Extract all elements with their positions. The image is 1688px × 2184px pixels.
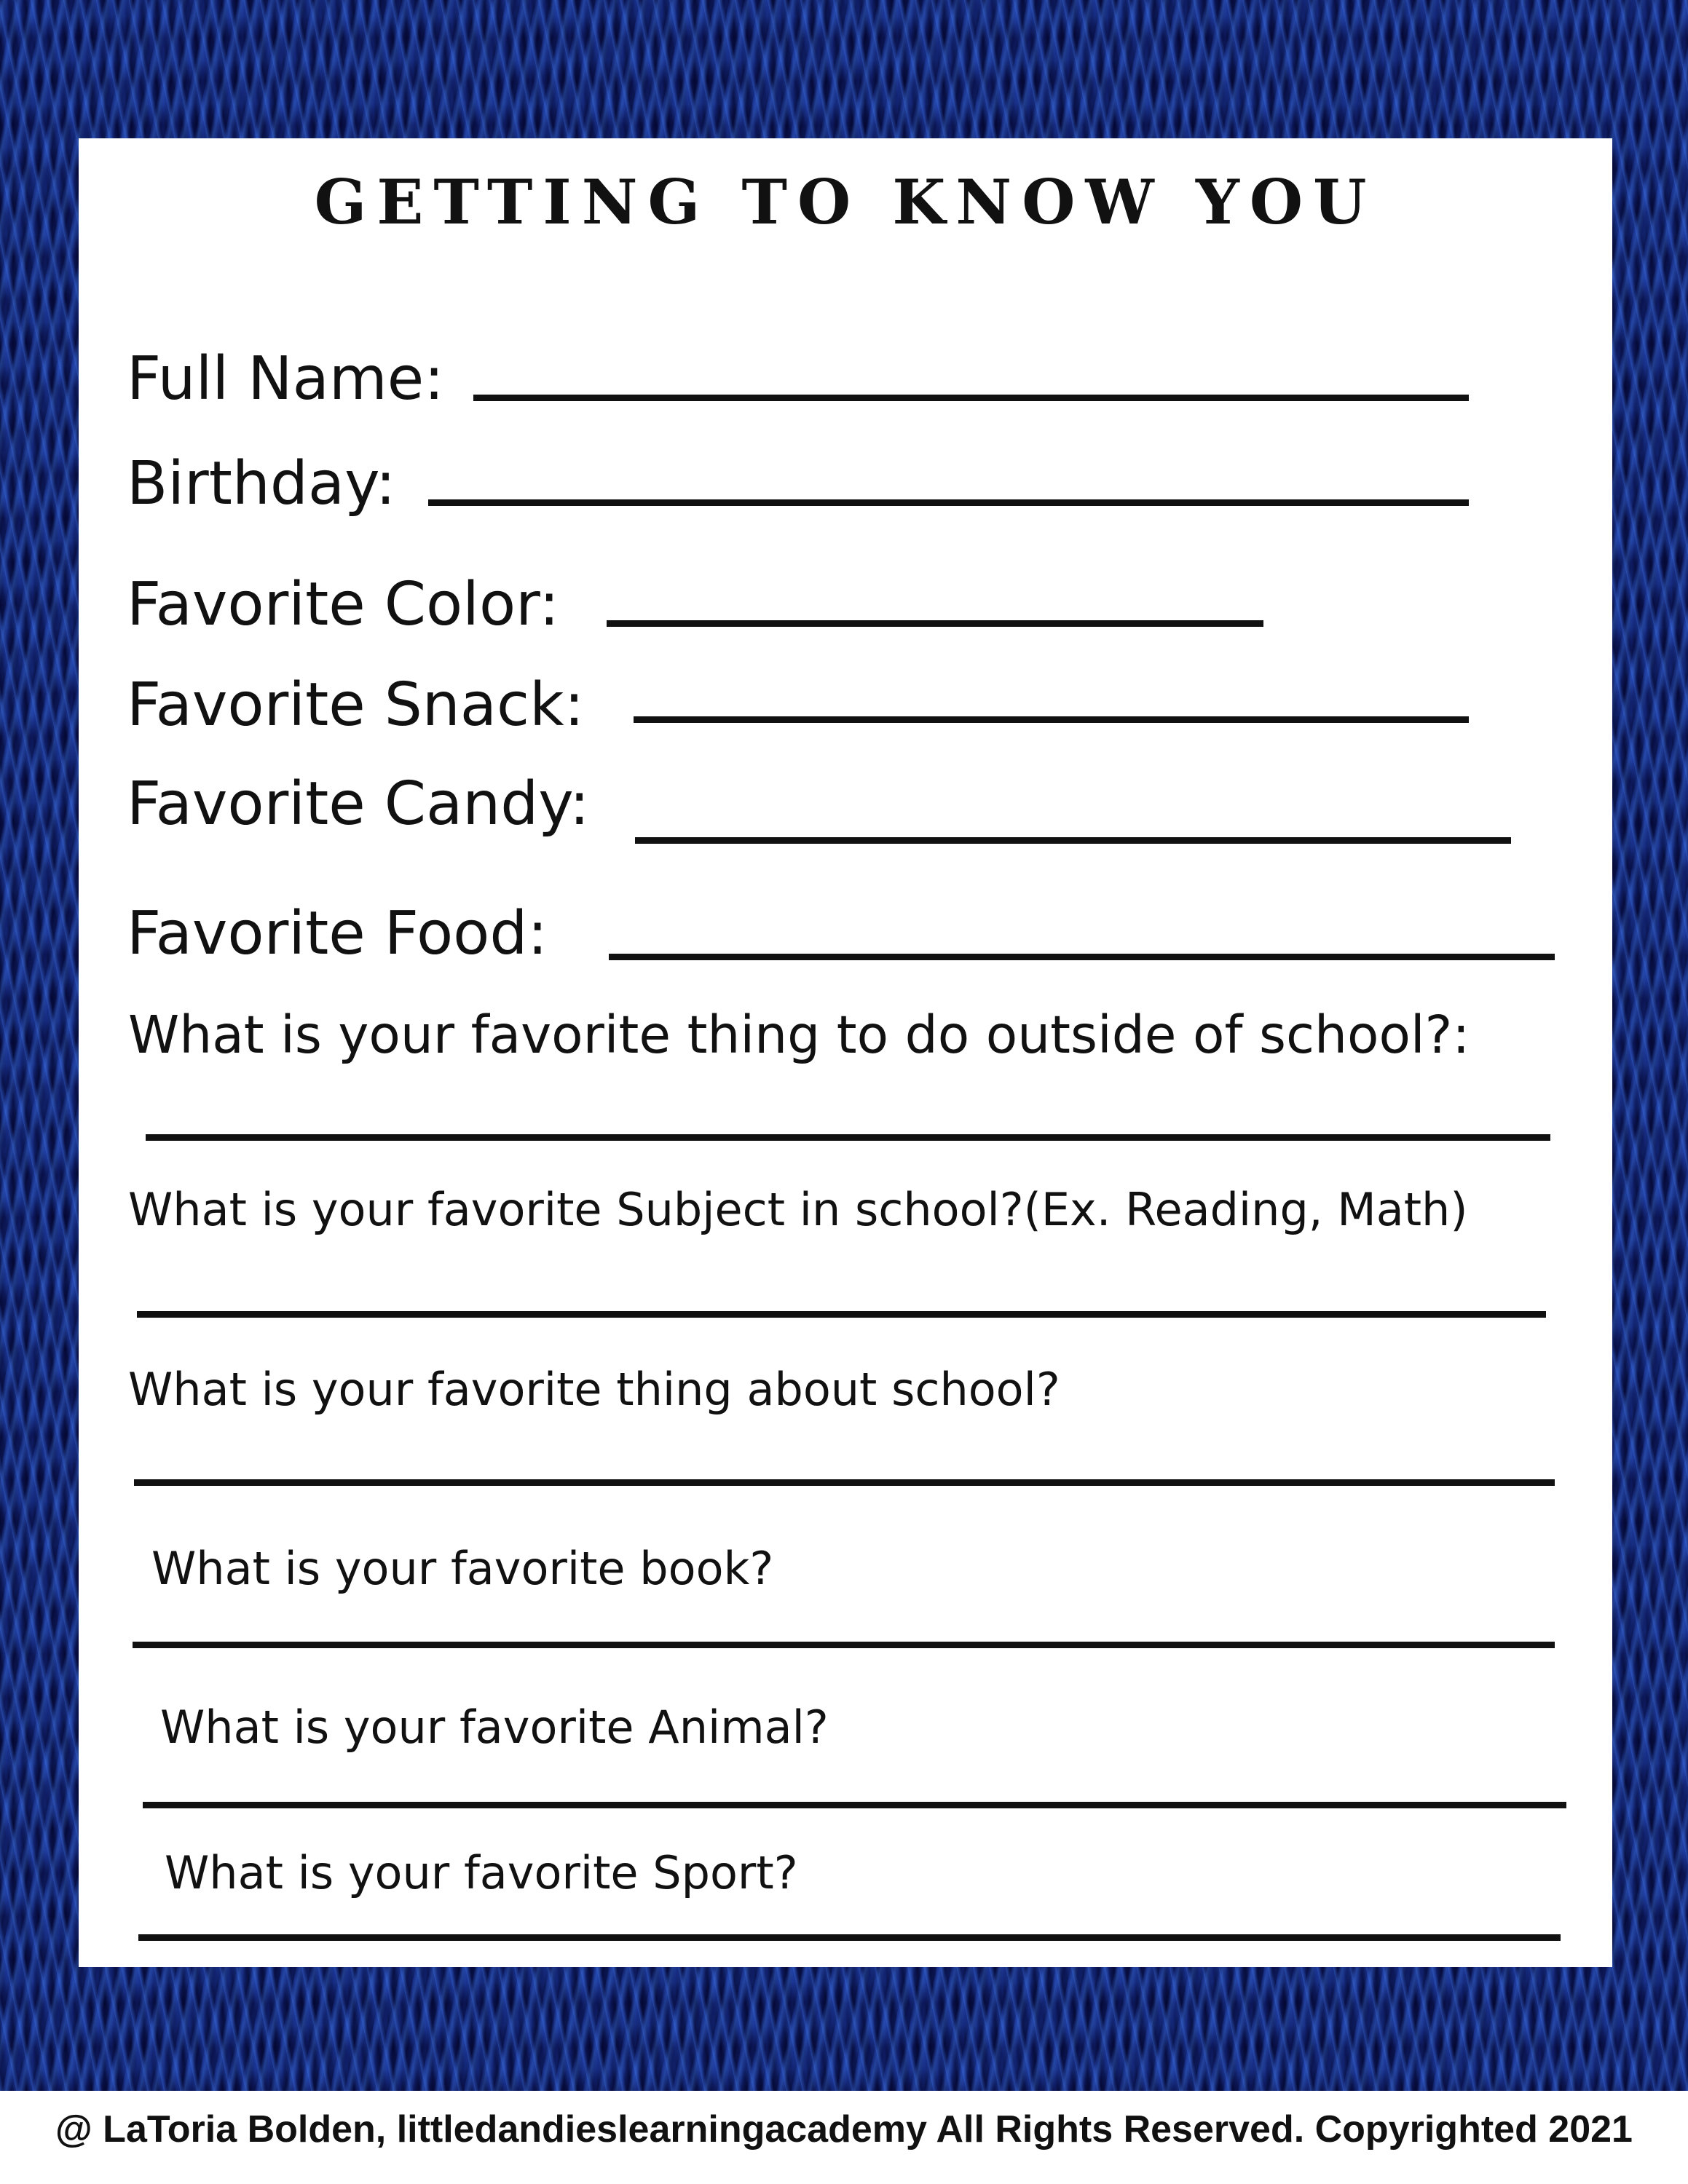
- outside-school-answer-line[interactable]: [146, 1134, 1550, 1141]
- favorite-color-answer-line[interactable]: [607, 620, 1263, 627]
- favorite-color-label: Favorite Color:: [127, 570, 560, 639]
- favorite-food-label: Favorite Food:: [127, 899, 548, 968]
- full-name-label: Full Name:: [127, 344, 444, 414]
- favorite-thing-school-answer-line[interactable]: [134, 1479, 1555, 1486]
- question-favorite-animal: What is your favorite Animal?: [160, 1701, 829, 1754]
- favorite-snack-label: Favorite Snack:: [127, 670, 585, 740]
- favorite-subject-answer-line[interactable]: [137, 1311, 1546, 1318]
- question-favorite-book: What is your favorite book?: [151, 1542, 774, 1595]
- question-favorite-thing-school: What is your favorite thing about school?: [128, 1363, 1060, 1416]
- birthday-answer-line[interactable]: [428, 499, 1469, 506]
- copyright-footer: @ LaToria Bolden, littledandieslearningacademy All Rights Reserved. Copyrighted 2021: [55, 2108, 1633, 2151]
- full-name-answer-line[interactable]: [473, 395, 1469, 401]
- birthday-label: Birthday:: [127, 449, 396, 518]
- worksheet-paper: [79, 138, 1612, 1967]
- favorite-food-answer-line[interactable]: [609, 954, 1555, 960]
- question-favorite-subject: What is your favorite Subject in school?(Ex. Reading, Math): [128, 1183, 1468, 1236]
- question-outside-school: What is your favorite thing to do outside of school?:: [128, 1005, 1470, 1065]
- worksheet-title: GETTING TO KNOW YOU: [314, 166, 1377, 238]
- favorite-sport-answer-line[interactable]: [138, 1934, 1561, 1941]
- favorite-book-answer-line[interactable]: [133, 1642, 1555, 1648]
- favorite-candy-answer-line[interactable]: [635, 837, 1511, 844]
- question-favorite-sport: What is your favorite Sport?: [165, 1846, 798, 1899]
- favorite-animal-answer-line[interactable]: [143, 1802, 1566, 1808]
- favorite-snack-answer-line[interactable]: [634, 716, 1469, 723]
- favorite-candy-label: Favorite Candy:: [127, 769, 590, 839]
